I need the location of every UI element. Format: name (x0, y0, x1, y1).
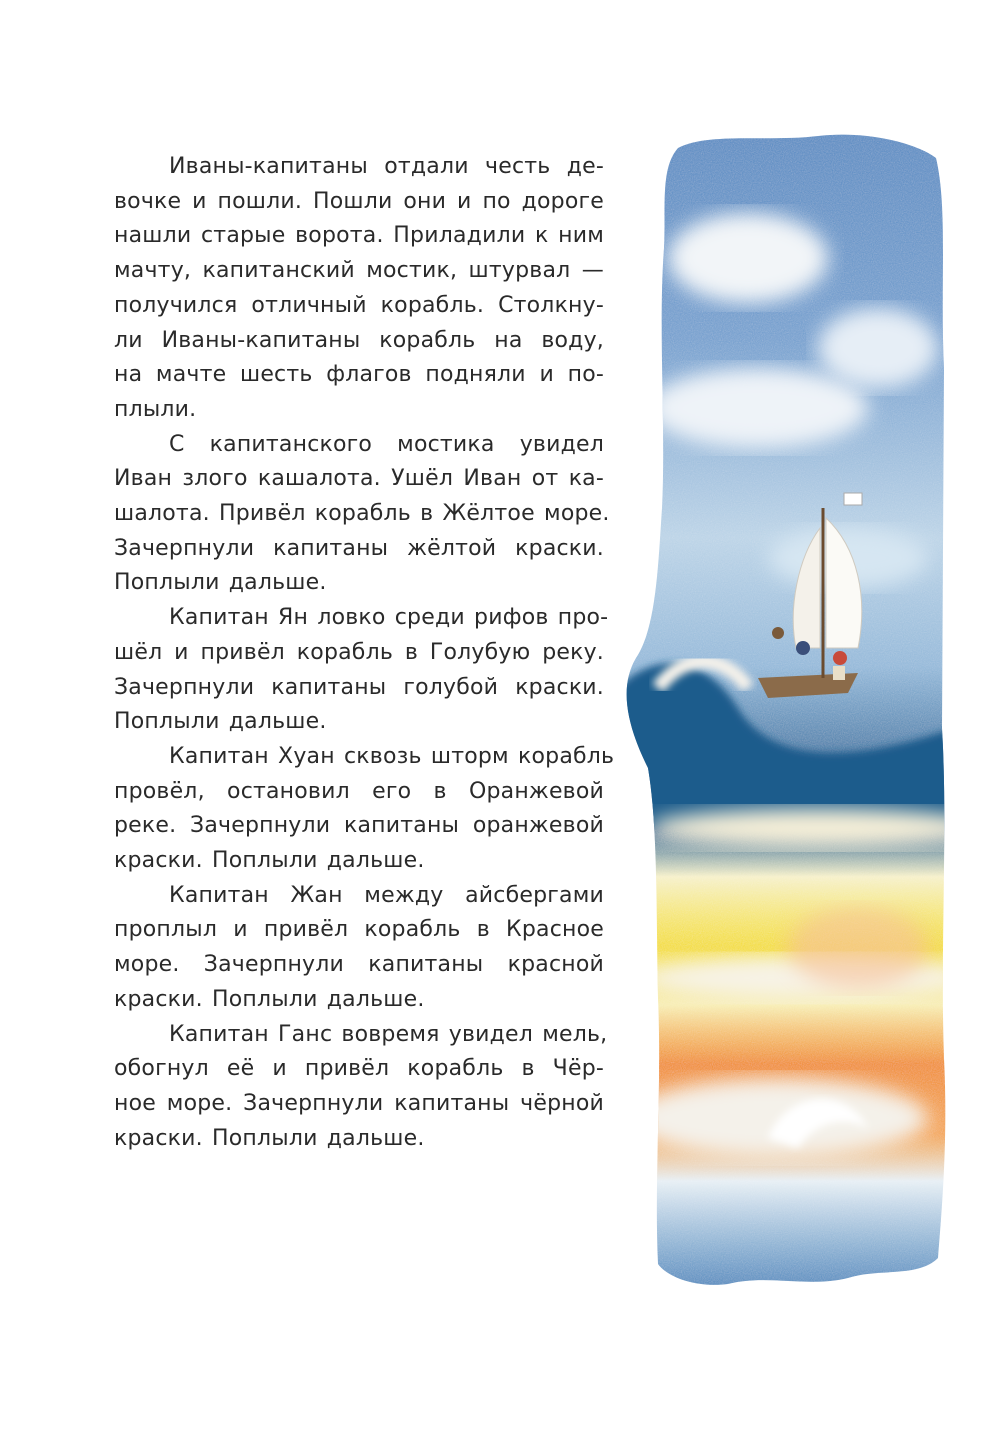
text-line: вочке и пошли. Пошли они и по дороге (114, 188, 604, 214)
text-line: ное море. Зачерпнули капитаны чёрной (114, 1090, 604, 1116)
text-line: Капитан Хуан сквозь шторм корабль (169, 743, 615, 769)
text-line: проплыл и привёл корабль в Красное (114, 917, 604, 943)
text-line: Капитан Ян ловко среди рифов про- (169, 605, 609, 631)
text-line: плыли. (114, 396, 197, 422)
story-text (114, 150, 615, 1156)
text-line: нашли старые ворота. Приладили к ним (114, 223, 604, 249)
paragraph (114, 879, 604, 1018)
text-line: провёл, остановил его в Оранжевой (114, 778, 604, 804)
text-line: получился отличный корабль. Столкну- (114, 292, 604, 318)
text-line: Зачерпнули капитаны голубой краски. (114, 674, 604, 700)
text-line: краски. Поплыли дальше. (114, 986, 425, 1012)
text-line: Поплыли дальше. (114, 709, 327, 735)
text-line: мачту, капитанский мостик, штурвал — (114, 258, 604, 284)
text-line: краски. Поплыли дальше. (114, 848, 425, 874)
paragraph (114, 740, 615, 879)
paragraph (114, 601, 609, 740)
paragraph (114, 428, 610, 602)
text-line: Капитан Жан между айсбергами (169, 882, 604, 908)
text-line: шалота. Привёл корабль в Жёлтое море. (114, 501, 610, 527)
watercolor-sea-illustration (618, 128, 954, 1298)
paragraph (114, 150, 604, 428)
text-line: море. Зачерпнули капитаны красной (114, 952, 604, 978)
text-line: краски. Поплыли дальше. (114, 1125, 425, 1151)
text-line: ли Иваны-капитаны корабль на воду, (114, 327, 604, 353)
text-line: Капитан Ганс вовремя увидел мель, (169, 1021, 608, 1047)
text-line: шёл и привёл корабль в Голубую реку. (114, 639, 604, 665)
text-line: Иваны-капитаны отдали честь де- (169, 154, 604, 179)
text-line: С капитанского мостика увидел (169, 431, 604, 457)
text-line: на мачте шесть флагов подняли и по- (114, 362, 604, 388)
text-line: реке. Зачерпнули капитаны оранжевой (114, 813, 604, 839)
paragraph (114, 1018, 608, 1157)
text-line: Поплыли дальше. (114, 570, 327, 596)
text-line: Иван злого кашалота. Ушёл Иван от ка- (114, 466, 604, 492)
text-line: Зачерпнули капитаны жёлтой краски. (114, 535, 604, 561)
text-line: обогнул её и привёл корабль в Чёр- (114, 1056, 604, 1082)
